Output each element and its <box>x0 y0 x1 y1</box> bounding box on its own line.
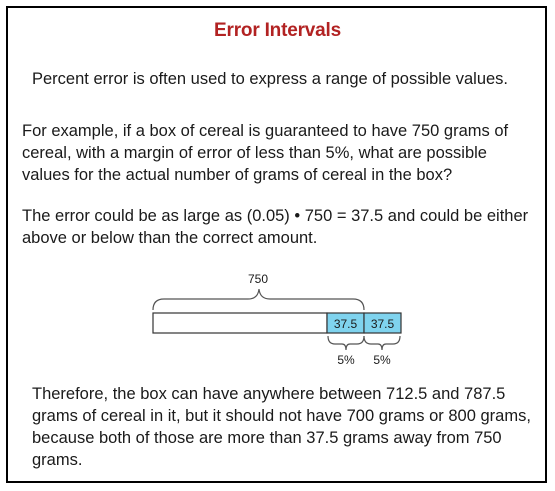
percent-right-label: 5% <box>373 353 391 367</box>
total-label: 750 <box>247 272 269 286</box>
percent-left-label: 5% <box>337 353 355 367</box>
intro-paragraph: Percent error is often used to express a range of possible values. <box>32 70 509 88</box>
percent-brace-right <box>364 336 400 350</box>
main-bar <box>153 313 327 333</box>
page-title: Error Intervals <box>214 20 341 41</box>
total-brace <box>153 289 364 310</box>
conclusion-paragraph: Therefore, the box can have anywhere between 712.5 and 787.5 grams of cereal in it, but it should not have 700 grams or 800 grams, because both of those are more than 37.5 grams away from 750 grams. <box>32 385 531 469</box>
segment-right-label: 37.5 <box>370 317 395 331</box>
example-paragraph: For example, if a box of cereal is guaranteed to have 750 grams of cereal, with a margin of error of less than 5%, what are possible values for the actual number of grams of cereal in the box? <box>22 122 509 184</box>
percent-brace-left <box>328 336 364 350</box>
segment-left-label: 37.5 <box>333 317 358 331</box>
error-paragraph: The error could be as large as (0.05) • 750 = 37.5 and could be either above or below than the correct amount. <box>22 207 529 247</box>
